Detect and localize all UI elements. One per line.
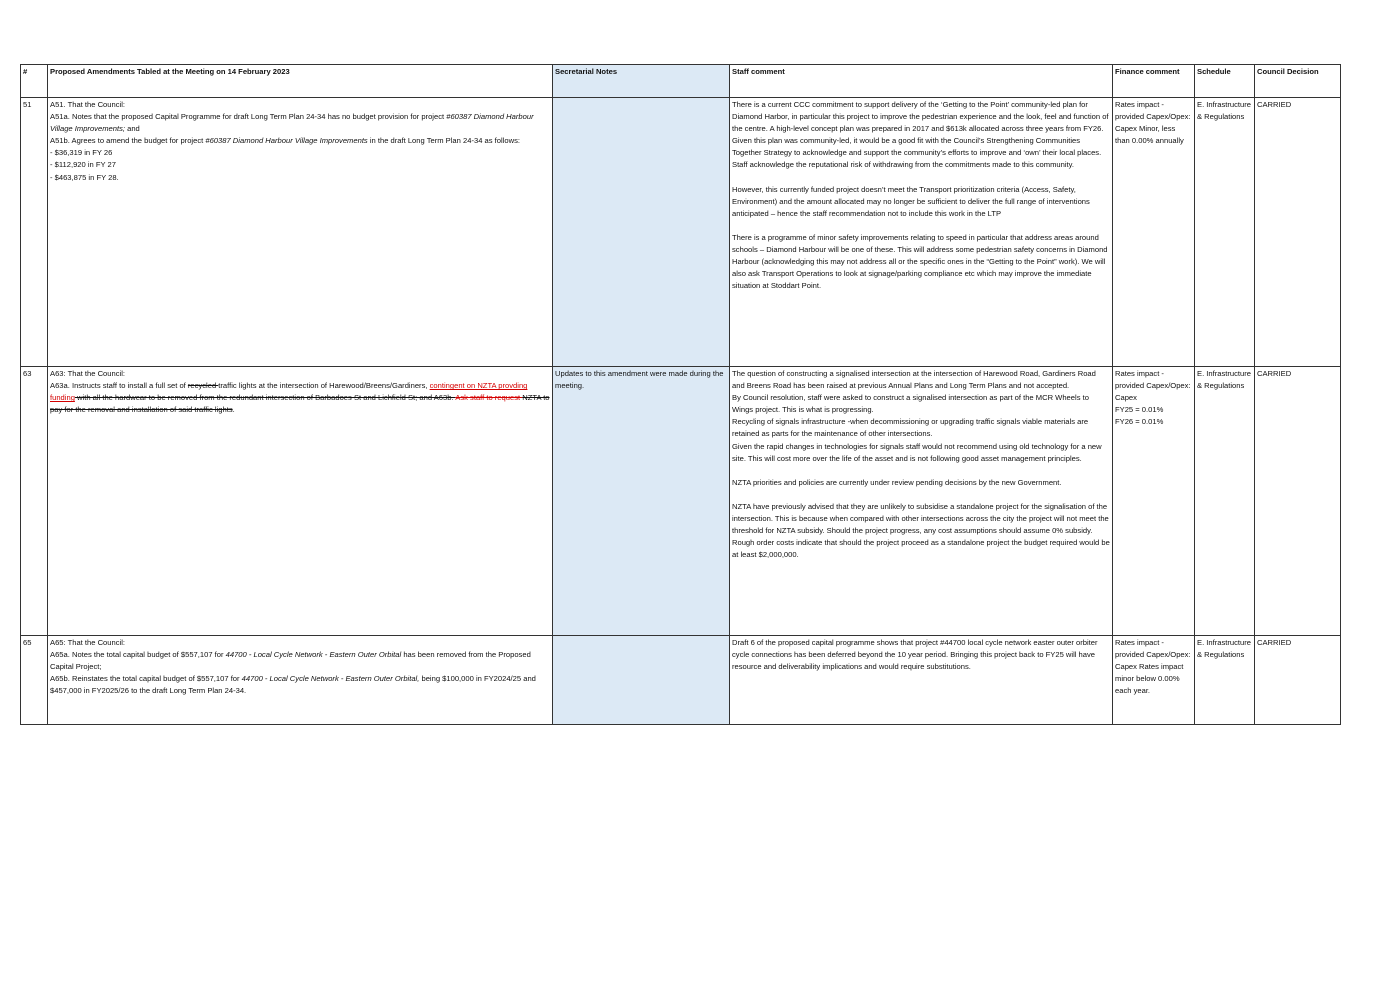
staff-paragraph: Rough order costs indicate that should the project proceed as a standalone project the budget required would be at least $2,000,000.	[732, 538, 1110, 560]
amendments-table	[20, 64, 1341, 725]
finance-comment: Rates impact - provided Capex/Opex: Capex Minor, less than 0.00% annually	[1113, 98, 1195, 367]
amendment-clause: A65b. Reinstates the total capital budget of $557,107 for 44700 - Local Cycle Network - Eastern Outer Orbital, being $100,000 in FY2024/25 and $457,000 in FY2025/26 to the draft Long Term Plan 24-34.	[50, 674, 536, 696]
secretarial-notes	[553, 98, 730, 367]
row-number: 65	[21, 636, 48, 725]
staff-comment	[730, 98, 1113, 367]
row-number: 63	[21, 367, 48, 636]
staff-paragraph: NZTA have previously advised that they are unlikely to subsidise a standalone project for the signalisation of the intersection. This is because when compared with other intersections across the city the project will not meet the threshold for NZTA subsidy. Should the project progress, any cost assumptions should assume 0% subsidy.	[732, 501, 1109, 536]
header-staff-comment: Staff comment	[730, 65, 1113, 98]
staff-paragraph: There is a programme of minor safety improvements relating to speed in particular that address areas around schools – Diamond Harbour will be one of these. This will address some pedestrian safety concerns in Diamond Harbour (acknowledging this may not address all or the specific ones in the “Getting to the Point” work). We will also ask Transport Operations to look at signage/parking compliance etc which may improve the immediate situation at Stoddart Point.	[732, 232, 1108, 291]
table-row	[21, 98, 1341, 367]
schedule-cell: E. Infrastructure & Regulations	[1195, 636, 1255, 725]
amendment-text	[48, 98, 553, 367]
budget-line: - $36,319 in FY 26	[50, 148, 113, 158]
staff-paragraph: The question of constructing a signalised intersection at the intersection of Harewood Road, Gardiners Road and Breens Road has been raised at previous Annual Plans and Long Term Plans and not accepted.	[732, 369, 1096, 391]
schedule-cell: E. Infrastructure & Regulations	[1195, 98, 1255, 367]
staff-comment: Draft 6 of the proposed capital programme shows that project #44700 local cycle network easter outer orbiter cycle connections has been deferred beyond the 10 year period. Bringing this project back to FY25 will have resource and deliverability implications and would require substitutions.	[730, 636, 1113, 725]
staff-paragraph: There is a current CCC commitment to support delivery of the ‘Getting to the Point’ community-led plan for Diamond Harbor, in particular this project to improve the pedestrian experience and the look, feel and function of the centre. A high-level concept plan was prepared in 2017 and $613k allocated across three years from FY26. Given this plan was community-led, it would be a good fit with the Council’s Strengthening Communities Together Strategy to acknowledge and support the community’s efforts to improve and ‘own’ their local places. Staff acknowledge the reputational risk of withdrawing from the commitments made to this community.	[732, 100, 1109, 170]
header-number: #	[21, 65, 48, 98]
amendment-title: A65: That the Council:	[50, 638, 125, 647]
amendment-title: A63: That the Council:	[50, 369, 125, 378]
budget-line: - $112,920 in FY 27	[50, 160, 116, 170]
council-decision: CARRIED	[1255, 98, 1341, 367]
finance-line: Rates impact - provided Capex/Opex: Capex	[1115, 369, 1191, 403]
amendment-clause: A51b. Agrees to amend the budget for project #60387 Diamond Harbour Village Improvements in the draft Long Term Plan 24-34 as follows:	[50, 136, 520, 146]
finance-comment	[1113, 367, 1195, 636]
staff-paragraph: By Council resolution, staff were asked to construct a signalised intersection as part of the MCR Wheels to Wings project. This is what is progressing.	[732, 393, 1089, 415]
amendment-text	[48, 367, 553, 636]
table-row	[21, 367, 1341, 636]
finance-comment: Rates impact - provided Capex/Opex: Capex Rates impact minor below 0.00% each year.	[1113, 636, 1195, 725]
header-council-decision: Council Decision	[1255, 65, 1341, 98]
amendment-title: A51. That the Council:	[50, 100, 125, 109]
finance-line: FY25 = 0.01%	[1115, 405, 1164, 415]
header-schedule: Schedule	[1195, 65, 1255, 98]
amendment-text	[48, 636, 553, 725]
staff-paragraph: NZTA priorities and policies are currently under review pending decisions by the new Government.	[732, 477, 1062, 487]
header-proposed-amendments: Proposed Amendments Tabled at the Meeting on 14 February 2023	[48, 65, 553, 98]
header-secretarial-notes: Secretarial Notes	[553, 65, 730, 98]
staff-paragraph: Given the rapid changes in technologies for signals staff would not recommend using old technology for a new site. This will cost more over the life of the asset and is not following good asset management principles.	[732, 441, 1102, 463]
amendment-clause: A51a. Notes that the proposed Capital Programme for draft Long Term Plan 24-34 has no budget provision for project #60387 Diamond Harbour Village Improvements; and	[50, 112, 534, 134]
staff-paragraph: However, this currently funded project doesn’t meet the Transport prioritization criteria (Access, Safety, Environment) and the amount allocated may no longer be sufficient to deliver the full range of interventions anticipated – hence the staff recommendation not to include this work in the LTP	[732, 184, 1090, 218]
secretarial-notes: Updates to this amendment were made during the meeting.	[553, 367, 730, 636]
header-row	[21, 65, 1341, 98]
finance-line: FY26 = 0.01%	[1115, 417, 1164, 427]
budget-line: - $463,875 in FY 28.	[50, 172, 119, 182]
header-finance-comment: Finance comment	[1113, 65, 1195, 98]
row-number: 51	[21, 98, 48, 367]
council-decision: CARRIED	[1255, 367, 1341, 636]
amendment-clause: A65a. Notes the total capital budget of $557,107 for 44700 - Local Cycle Network - Eastern Outer Orbital has been removed from the Proposed Capital Project;	[50, 650, 531, 672]
amendment-clause: A63a. Instructs staff to install a full set of recycled traffic lights at the intersection of Harewood/Breens/Gardiners, contingent on NZTA provding funding with all the hardwear to be removed from the redundant intersection of Barbadoes St and Lichfield St; and A63b. Ask staff to request NZTA to pay for the removal and installation of said traffic lights.	[50, 381, 550, 415]
council-decision: CARRIED	[1255, 636, 1341, 725]
table-row	[21, 636, 1341, 725]
secretarial-notes	[553, 636, 730, 725]
staff-comment	[730, 367, 1113, 636]
staff-paragraph: Recycling of signals infrastructure -when decommissioning or upgrading traffic signals viable materials are retained as parts for the maintenance of other intersections.	[732, 417, 1089, 439]
schedule-cell: E. Infrastructure & Regulations	[1195, 367, 1255, 636]
